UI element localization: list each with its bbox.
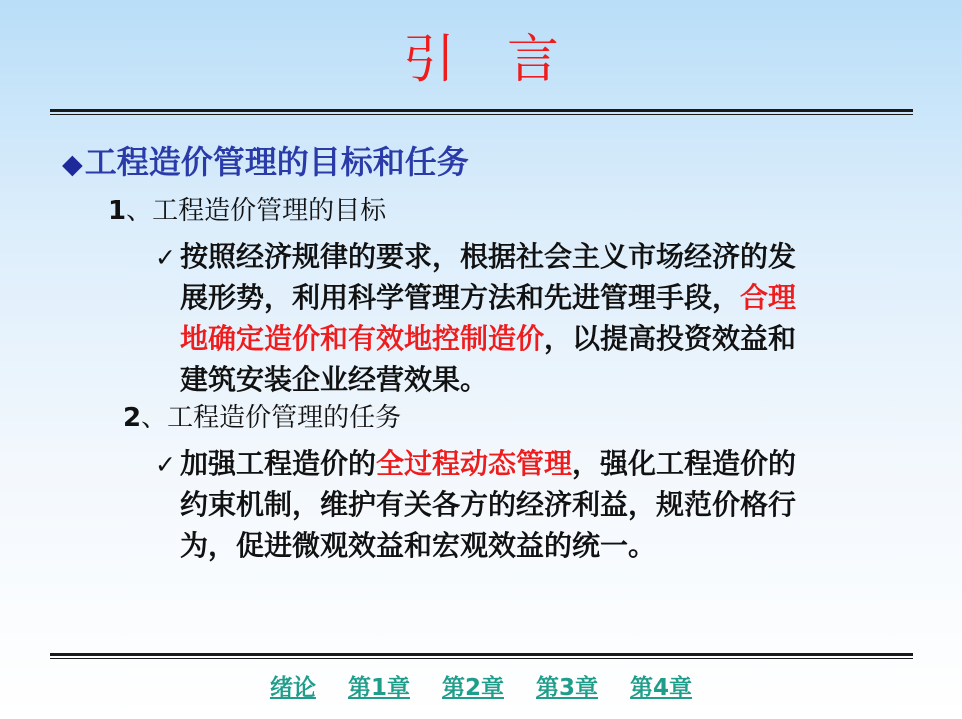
footer-divider <box>50 653 913 661</box>
subheading-sep: 、 <box>126 196 153 226</box>
nav-link-chapter-1[interactable]: 第1章 <box>347 675 410 701</box>
highlight-text: 地确定造价和有效地控制造价 <box>180 322 545 355</box>
highlight-text: 合理 <box>740 281 797 314</box>
goal-paragraph <box>155 236 796 400</box>
subheading-label: 工程造价管理的任务 <box>167 403 402 433</box>
paragraph-line: 建筑安装企业经营效果。 <box>180 363 489 396</box>
slide-title: 引言 <box>402 30 611 90</box>
checkmark-icon: ✓ <box>155 243 176 272</box>
nav-link-chapter-4[interactable]: 第4章 <box>630 675 693 701</box>
paragraph-line: 约束机制，维护有关各方的经济利益，规范价格行 <box>180 488 797 521</box>
subheading-number: 2 <box>123 403 142 433</box>
chapter-nav <box>0 673 962 703</box>
subheading-sep: 、 <box>141 403 168 433</box>
task-paragraph <box>155 443 796 566</box>
subheading-goal <box>108 193 386 229</box>
highlight-text: 全过程动态管理 <box>376 447 573 480</box>
paragraph-line: 为，促进微观效益和宏观效益的统一。 <box>180 529 657 562</box>
paragraph-line: 展形势，利用科学管理方法和先进管理手段，合理 <box>180 281 797 314</box>
diamond-bullet-icon: ◆ <box>62 149 83 180</box>
nav-link-intro[interactable]: 绪论 <box>269 675 316 701</box>
heading-text: 工程造价管理的目标和任务 <box>84 143 469 181</box>
title-divider <box>50 109 913 117</box>
nav-link-chapter-2[interactable]: 第2章 <box>441 675 504 701</box>
paragraph-line: ✓ 按照经济规律的要求，根据社会主义市场经济的发 <box>155 236 796 277</box>
subheading-label: 工程造价管理的目标 <box>152 196 387 226</box>
section-heading <box>62 140 469 187</box>
paragraph-line: 地确定造价和有效地控制造价，以提高投资效益和 <box>180 322 797 355</box>
nav-link-chapter-3[interactable]: 第3章 <box>536 675 599 701</box>
paragraph-line: ✓ 加强工程造价的全过程动态管理，强化工程造价的 <box>155 443 796 484</box>
checkmark-icon: ✓ <box>155 450 176 479</box>
subheading-task <box>123 400 401 436</box>
subheading-number: 1 <box>108 196 127 226</box>
